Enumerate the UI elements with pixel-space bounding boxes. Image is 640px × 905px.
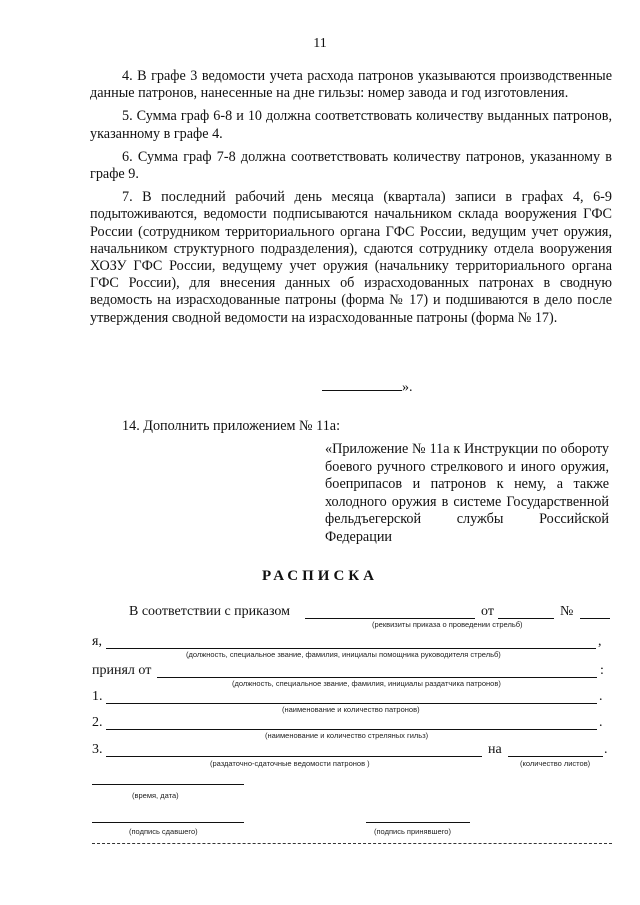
order-details-field[interactable] <box>305 618 475 619</box>
closing-mark <box>322 378 413 396</box>
item-1-end: . <box>599 689 603 704</box>
caption-assistant: (должность, специальное звание, фамилия, инициалы помощника руководителя стрельб) <box>186 650 501 659</box>
caption-statements: (раздаточно-сдаточные ведомости патронов ) <box>210 759 370 768</box>
item-2-end: . <box>599 715 603 730</box>
paragraph-4: 4. В графе 3 ведомости учета расхода патронов указываются производственные данные патронов, нанесенные на дне гильзы: номер завода и год изготовления. <box>90 68 612 102</box>
statements-field[interactable] <box>106 756 482 757</box>
paragraph-7: 7. В последний рабочий день месяца (квартала) записи в графах 4, 6-9 подытоживаются, ведомости подписываются начальником склада вооружения ГФС России (сотрудником территориального органа ГФС России, ведущим учет оружия, начальником структурного подразделения), сдаются сотруднику отдела вооружения ХОЗУ ГФС России, ведущему учет оружия (начальнику территориального органа ГФС России), для внесения данных об израсходованных патронах в сводную ведомость на израсходованные патроны (форма № 17) и подшиваются в дело после утверждения сводной ведомости на израсходованные патроны (форма № 17). <box>90 189 612 326</box>
caption-order-details: (реквизиты приказа о проведении стрельб) <box>372 620 523 629</box>
closing-underline <box>322 378 402 391</box>
order-number-label: № <box>560 604 574 619</box>
caption-signature-received: (подпись принявшего) <box>374 827 451 836</box>
shells-field[interactable] <box>106 729 597 730</box>
item-2-prefix: 2. <box>92 715 103 730</box>
received-line-end: : <box>600 663 604 678</box>
i-prefix: я, <box>92 634 102 649</box>
caption-shells: (наименование и количество стреляных гильз) <box>265 731 429 740</box>
caption-distributor: (должность, специальное звание, фамилия, инициалы раздатчика патронов) <box>232 679 501 688</box>
paragraph-5: 5. Сумма граф 6-8 и 10 должна соответствовать количеству выданных патронов, указанному в графе 4. <box>90 108 612 142</box>
item-3-prefix: 3. <box>92 742 103 757</box>
order-from-label: от <box>481 604 494 619</box>
item-3-end: . <box>604 742 608 757</box>
caption-sheets-count: (количество листов) <box>520 759 591 768</box>
order-date-field[interactable] <box>498 618 554 619</box>
sheets-count-field[interactable] <box>508 756 603 757</box>
caption-signature-handed: (подпись сдавшего) <box>129 827 198 836</box>
time-date-field[interactable] <box>92 784 244 785</box>
signature-handed-field[interactable] <box>92 822 244 823</box>
assistant-field[interactable] <box>106 648 596 649</box>
distributor-field[interactable] <box>157 677 597 678</box>
caption-cartridges: (наименование и количество патронов) <box>282 705 420 714</box>
item-14: 14. Дополнить приложением № 11а: <box>122 418 341 434</box>
order-prefix: В соответствии с приказом <box>129 604 290 619</box>
form-title: РАСПИСКА <box>261 568 379 584</box>
appendix-header: «Приложение № 11а к Инструкции по обороту боевого ручного стрелкового и иного оружия, боеприпасов и патронов к нему, а также холодного оружия в системе Государственной фельдъегерской службы Российской Федерации <box>325 441 609 545</box>
received-from-prefix: принял от <box>92 663 152 678</box>
paragraph-6: 6. Сумма граф 7-8 должна соответствовать количеству патронов, указанному в графе 9. <box>90 148 612 183</box>
caption-time-date: (время, дата) <box>132 791 179 800</box>
closing-quote: ». <box>402 380 413 395</box>
order-number-field[interactable] <box>580 618 610 619</box>
item-1-prefix: 1. <box>92 689 103 704</box>
signature-received-field[interactable] <box>366 822 470 823</box>
cut-line <box>92 843 612 844</box>
document-body <box>90 68 612 333</box>
page-number: 11 <box>313 36 327 51</box>
i-line-end: , <box>598 634 602 649</box>
cartridges-field[interactable] <box>106 703 597 704</box>
on-label: на <box>488 742 502 757</box>
